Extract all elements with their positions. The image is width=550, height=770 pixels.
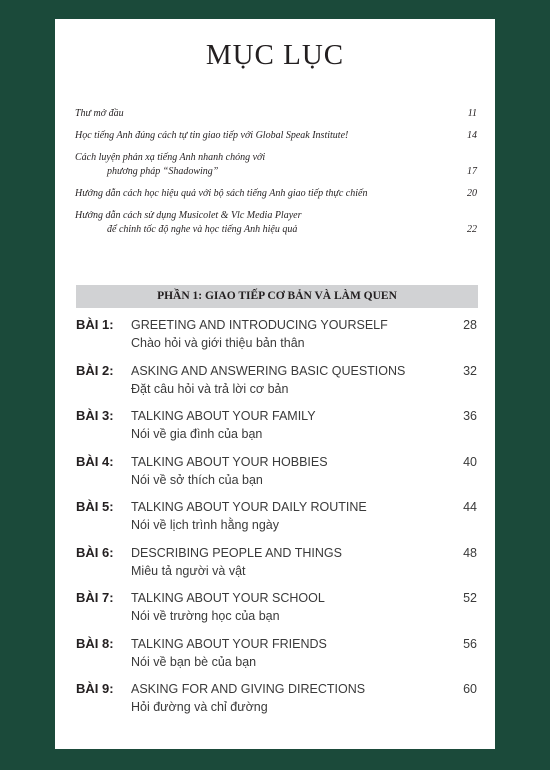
lesson-entry[interactable] bbox=[76, 407, 478, 453]
intro-toc bbox=[75, 107, 477, 245]
lesson-page-number: 52 bbox=[463, 591, 477, 605]
lesson-page-number: 32 bbox=[463, 363, 477, 378]
lesson-number: BÀI 9: bbox=[76, 681, 114, 696]
lesson-entry[interactable] bbox=[76, 362, 478, 408]
lesson-number: BÀI 7: bbox=[76, 590, 114, 605]
lesson-page-number: 40 bbox=[463, 454, 477, 469]
lesson-number: BÀI 2: bbox=[76, 362, 114, 378]
intro-entry-page: 20 bbox=[467, 188, 477, 199]
intro-entry[interactable] bbox=[75, 151, 477, 179]
lesson-title-english: TALKING ABOUT YOUR FAMILY bbox=[131, 409, 316, 423]
lesson-title-english: GREETING AND INTRODUCING YOURSELF bbox=[131, 318, 388, 332]
section-header-bar bbox=[76, 285, 478, 308]
lesson-title-english: ASKING FOR AND GIVING DIRECTIONS bbox=[131, 682, 366, 696]
intro-entry[interactable] bbox=[75, 209, 477, 237]
intro-entry-title-continued: để chỉnh tốc độ nghe và học tiếng Anh hiệu quả bbox=[107, 224, 298, 235]
intro-entry-title: Cách luyện phản xạ tiếng Anh nhanh chóng với bbox=[75, 152, 266, 163]
lesson-title-vietnamese: Đặt câu hỏi và trả lời cơ bản bbox=[131, 381, 289, 396]
lesson-page-number: 60 bbox=[463, 682, 477, 696]
lesson-title-vietnamese: Chào hỏi và giới thiệu bản thân bbox=[131, 336, 305, 350]
lesson-title-english: TALKING ABOUT YOUR HOBBIES bbox=[131, 454, 328, 469]
lesson-title-english: DESCRIBING PEOPLE AND THINGS bbox=[131, 545, 342, 560]
intro-entry[interactable] bbox=[75, 107, 477, 121]
lesson-number: BÀI 3: bbox=[76, 408, 114, 423]
lesson-title-english: TALKING ABOUT YOUR FRIENDS bbox=[131, 636, 327, 651]
lesson-page-number: 36 bbox=[463, 409, 477, 423]
lesson-title-vietnamese: Miêu tả người và vật bbox=[131, 563, 246, 578]
lesson-entry[interactable] bbox=[76, 589, 478, 635]
intro-entry-page: 11 bbox=[467, 108, 477, 119]
lesson-number: BÀI 1: bbox=[76, 317, 114, 332]
lesson-page-number: 56 bbox=[463, 636, 477, 651]
lesson-title-vietnamese: Nói về bạn bè của bạn bbox=[131, 654, 257, 669]
lesson-list bbox=[76, 316, 478, 726]
intro-entry-title: Hướng dẫn cách sử dụng Musicolet & Vlc Media Player bbox=[75, 210, 302, 221]
lesson-page-number: 48 bbox=[463, 545, 477, 560]
lesson-title-vietnamese: Nói về gia đình của bạn bbox=[131, 427, 263, 441]
lesson-page-number: 44 bbox=[463, 500, 477, 514]
lesson-entry[interactable] bbox=[76, 635, 478, 681]
lesson-number: BÀI 5: bbox=[76, 499, 114, 514]
intro-entry-page: 17 bbox=[467, 166, 477, 177]
lesson-title-vietnamese: Nói về trường học của bạn bbox=[131, 609, 280, 623]
lesson-number: BÀI 6: bbox=[76, 544, 114, 560]
lesson-title-english: TALKING ABOUT YOUR SCHOOL bbox=[131, 591, 325, 605]
lesson-title-vietnamese: Nói về lịch trình hằng ngày bbox=[131, 518, 280, 532]
lesson-title-vietnamese: Hỏi đường và chỉ đường bbox=[131, 700, 268, 714]
intro-entry-title: Học tiếng Anh đúng cách tự tin giao tiếp với Global Speak Institute! bbox=[75, 130, 349, 141]
page-title: MỤC LỤC bbox=[205, 39, 345, 71]
lesson-title-english: TALKING ABOUT YOUR DAILY ROUTINE bbox=[131, 500, 367, 514]
lesson-number: BÀI 4: bbox=[76, 453, 114, 469]
intro-entry-title: Thư mở đầu bbox=[75, 108, 124, 119]
section-title: PHẦN 1: GIAO TIẾP CƠ BẢN VÀ LÀM QUEN bbox=[157, 290, 397, 302]
intro-entry-page: 14 bbox=[467, 130, 477, 141]
lesson-number: BÀI 8: bbox=[76, 635, 114, 651]
intro-entry-page: 22 bbox=[467, 224, 477, 235]
lesson-entry[interactable] bbox=[76, 680, 478, 726]
lesson-title-vietnamese: Nói về sở thích của bạn bbox=[131, 472, 263, 487]
intro-entry-title-continued: phương pháp “Shadowing” bbox=[107, 166, 219, 177]
lesson-title-english: ASKING AND ANSWERING BASIC QUESTIONS bbox=[131, 363, 406, 378]
lesson-entry[interactable] bbox=[76, 544, 478, 590]
lesson-entry[interactable] bbox=[76, 498, 478, 544]
intro-entry[interactable] bbox=[75, 187, 477, 201]
intro-entry[interactable] bbox=[75, 129, 477, 143]
lesson-entry[interactable] bbox=[76, 453, 478, 499]
intro-entry-title: Hướng dẫn cách học hiệu quả với bộ sách tiếng Anh giao tiếp thực chiến bbox=[75, 188, 368, 199]
document-page bbox=[55, 19, 495, 749]
lesson-entry[interactable] bbox=[76, 316, 478, 362]
lesson-page-number: 28 bbox=[463, 318, 477, 332]
